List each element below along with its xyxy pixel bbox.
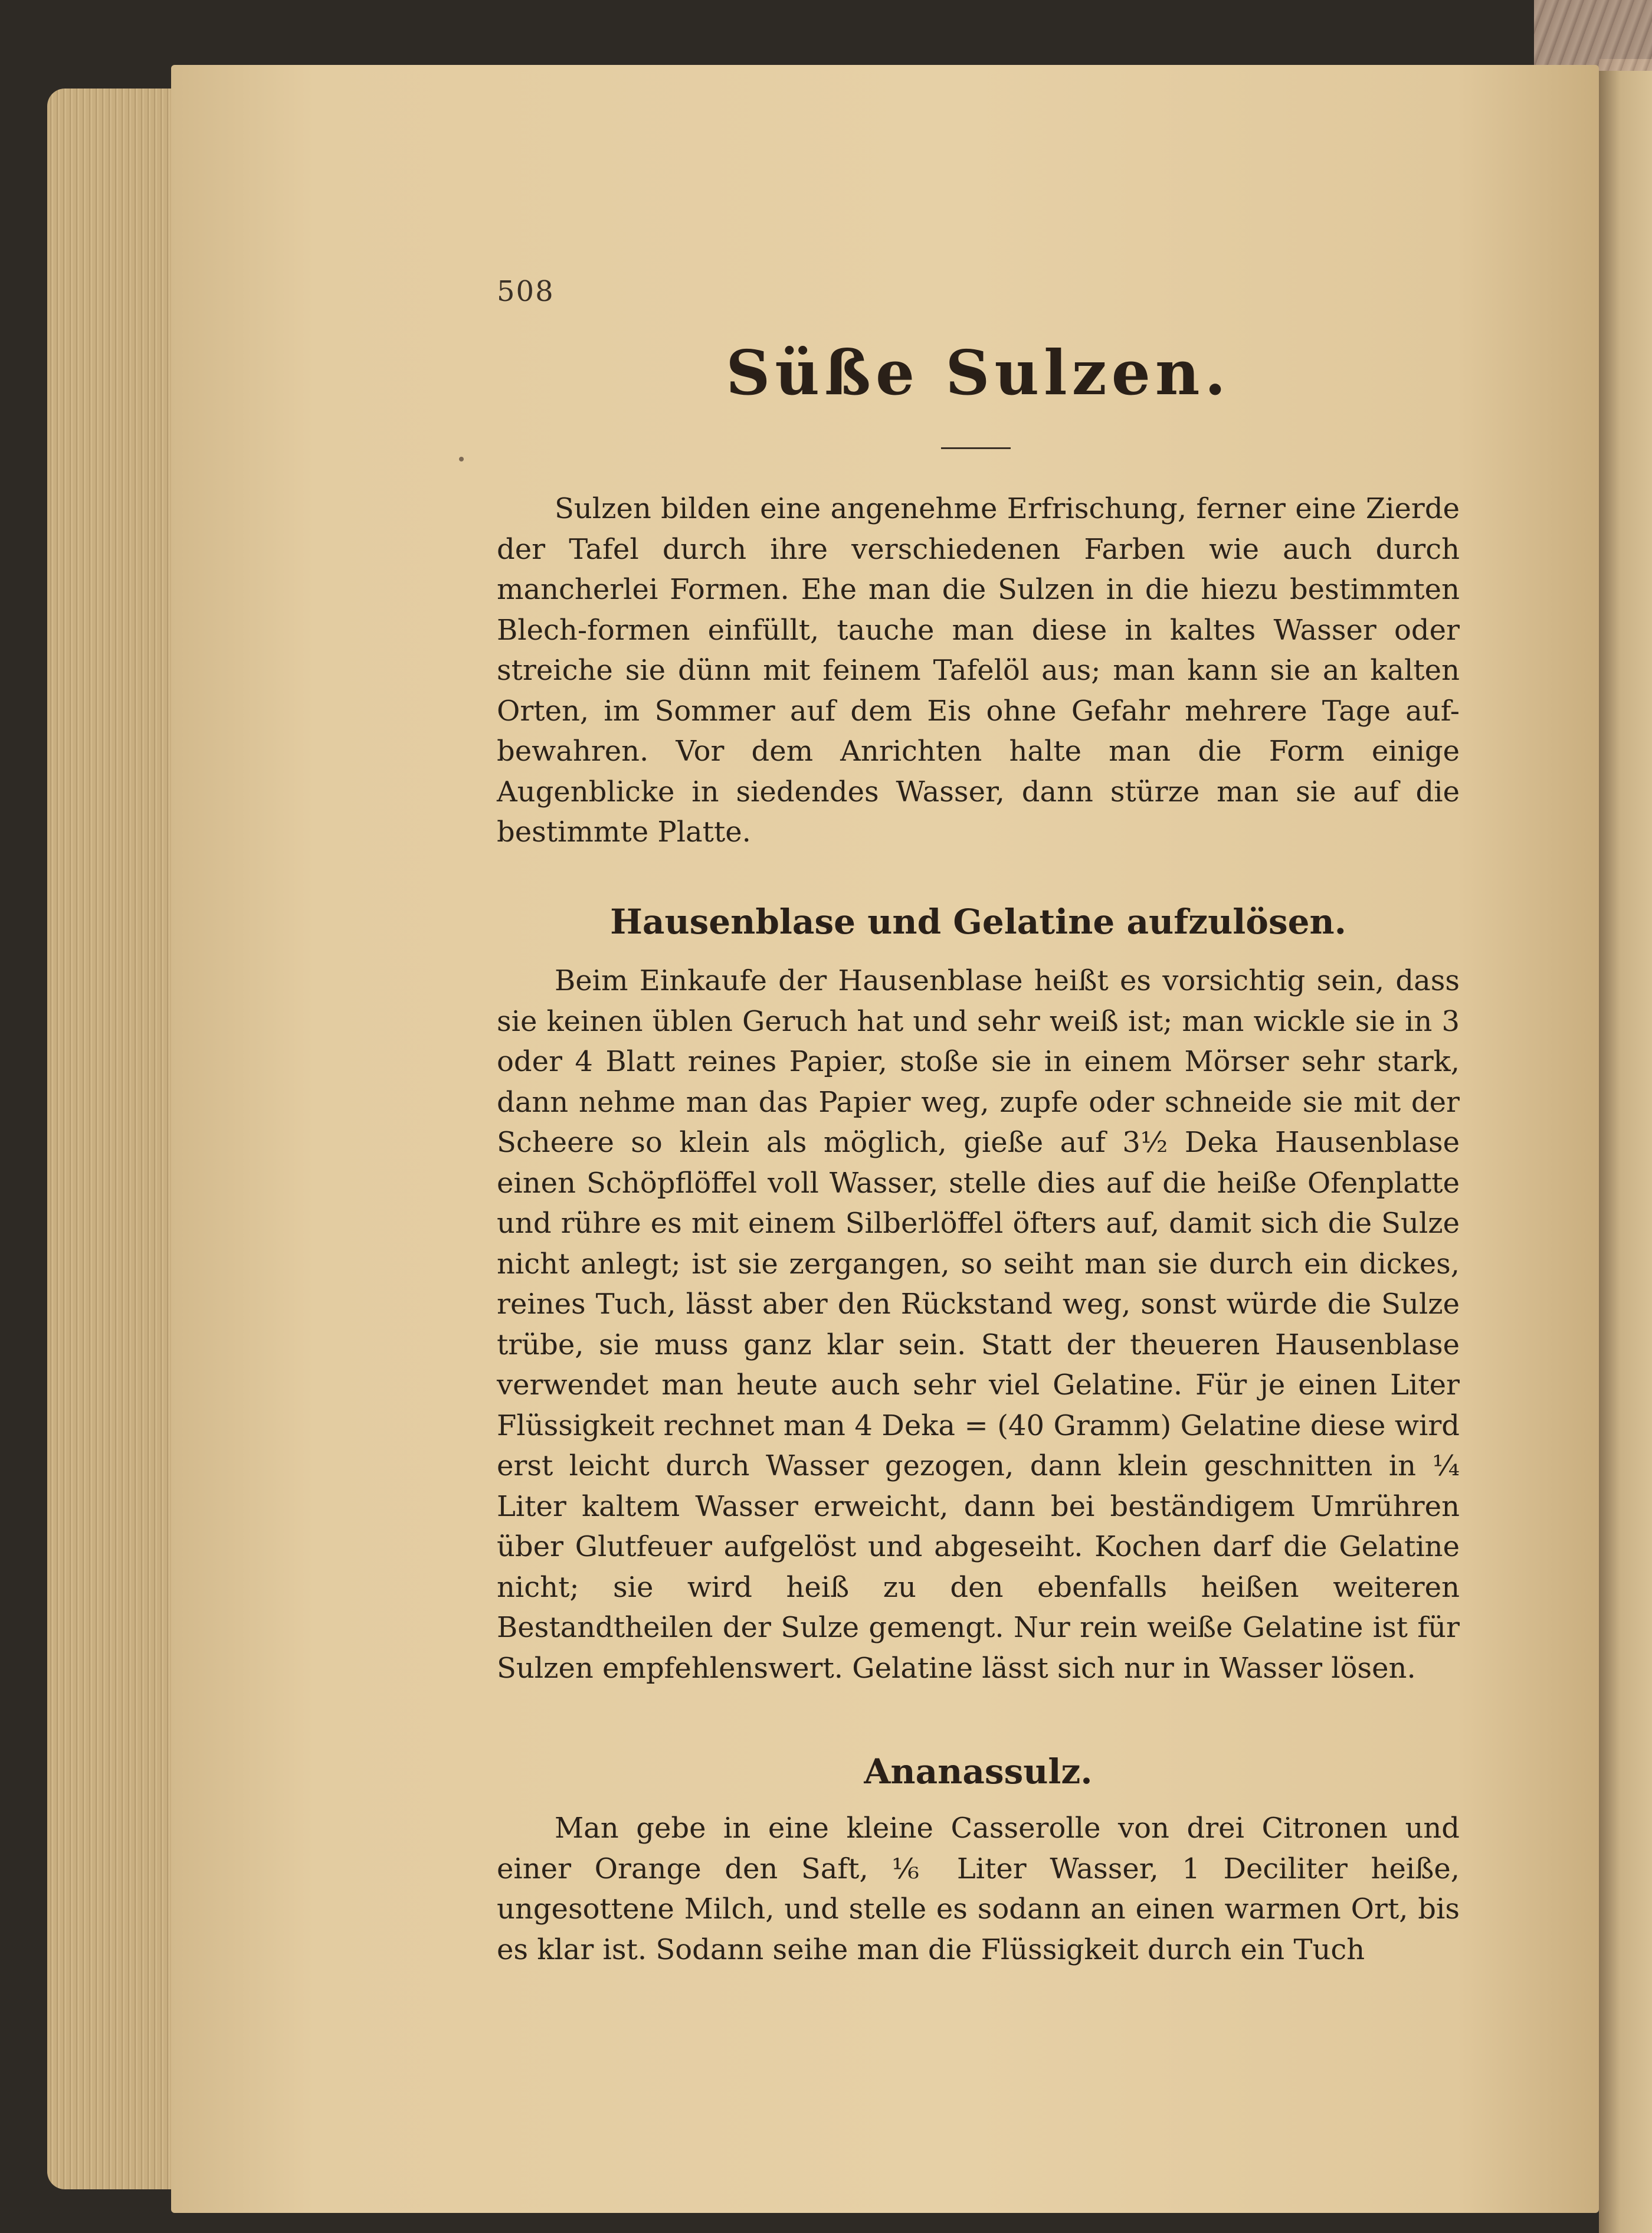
page-stack-right — [1599, 59, 1652, 2233]
intro-paragraph: Sulzen bilden eine angenehme Erfrischung, ferner eine Zierde der Tafel durch ihre verschiedenen Farben wie auch durch mancherlei Formen. Ehe man die Sulzen in die hiezu bestimmten Blech-formen einfüllt, tauche man diese in kaltes Wasser oder streiche sie dünn mit feinem Tafelöl aus; man kann sie an kalten Orten, im Sommer auf dem Eis ohne Gefahr mehrere Tage auf-bewahren. Vor dem Anrichten halte man die Form einige Augenblicke in siedendes Wasser, dann stürze man sie auf die bestimmte Platte. — [497, 492, 1460, 849]
section-heading-ananassulz: Ananassulz. — [864, 1751, 1093, 1792]
section-text-hausenblase: Beim Einkaufe der Hausenblase heißt es vorsichtig sein, dass sie keinen üblen Geruch hat und sehr weiß ist; man wickle sie in 3 oder 4 Blatt reines Papier, stoße sie in einem Mörser sehr stark, dann nehme man das Papier weg, zupfe oder schneide sie mit der Scheere so klein als möglich, gieße auf 3½ Deka Hausenblase einen Schöpflöffel voll Wasser, stelle dies auf die heiße Ofenplatte und rühre es mit einem Silberlöffel öfters auf, damit sich die Sulze nicht anlegt; ist sie zergangen, so seiht man sie durch ein dickes, reines Tuch, lässt aber den Rückstand weg, sonst würde die Sulze trübe, sie muss ganz klar sein. Statt der theueren Hausenblase verwendet man heute auch sehr viel Gelatine. Für je einen Liter Flüssigkeit rechnet man 4 Deka = (40 Gramm) Gelatine diese wird erst leicht durch Wasser gezogen, dann klein geschnitten in ¼ Liter kaltem Wasser erweicht, dann bei beständigem Umrühren über Glutfeuer aufgelöst und abgeseiht. Kochen darf die Gelatine nicht; sie wird heiß zu den ebenfalls heißen weiteren Bestandtheilen der Sulze gemengt. Nur rein weiße Gelatine ist für Sulzen empfehlenswert. Gelatine lässt sich nur in Wasser lösen. — [497, 964, 1460, 1685]
bookmark-ribbon — [1534, 0, 1652, 71]
page-title: Süße Sulzen. — [726, 336, 1231, 409]
section-heading-hausenblase: Hausenblase und Gelatine aufzulösen. — [610, 902, 1346, 942]
margin-speck — [459, 457, 464, 461]
title-divider — [941, 447, 1011, 449]
section-text-ananassulz: Man gebe in eine kleine Casserolle von drei Citronen und einer Orange den Saft, ⅙ Liter Wasser, 1 Deciliter heiße, ungesottene Milch, und stelle es sodann an einen warmen Ort, bis es klar ist. Sodann seihe man die Flüssigkeit durch ein Tuch — [497, 1812, 1460, 1966]
page-number: 508 — [497, 275, 555, 308]
